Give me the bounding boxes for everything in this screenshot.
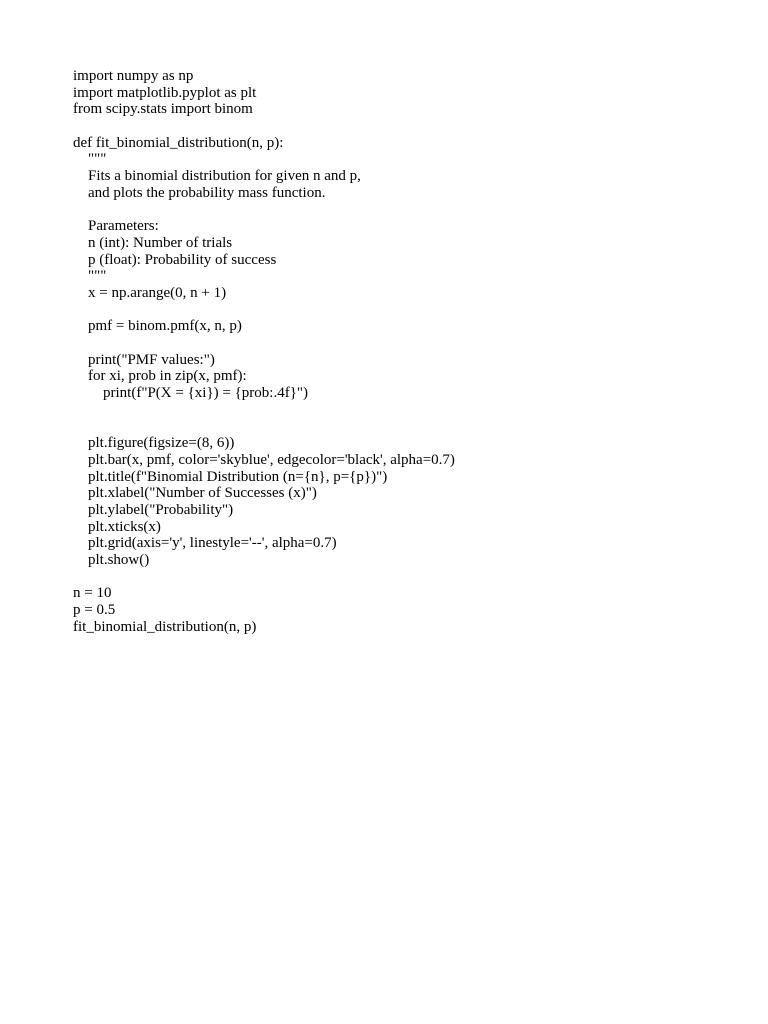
code-line: [73, 335, 455, 352]
code-line: and plots the probability mass function.: [73, 184, 326, 201]
code-line: n (int): Number of trials: [73, 234, 233, 251]
code-line: [73, 202, 455, 219]
code-line: plt.xticks(x): [73, 518, 161, 535]
code-line: plt.title(f"Binomial Distribution (n={n}, p={p})"): [73, 468, 388, 485]
code-line: [73, 302, 455, 319]
code-line: print(f"P(X = {xi}) = {prob:.4f}"): [73, 385, 309, 402]
code-line: """: [73, 268, 107, 285]
code-line: fit_binomial_distribution(n, p): [73, 618, 257, 635]
code-listing: [73, 68, 455, 635]
code-line: x = np.arange(0, n + 1): [73, 284, 227, 301]
code-line: from scipy.stats import binom: [73, 101, 253, 118]
code-line: Parameters:: [73, 218, 159, 235]
code-line: [73, 118, 455, 135]
code-line: plt.show(): [73, 551, 150, 568]
code-line: """: [73, 151, 107, 168]
code-line: print("PMF values:"): [73, 351, 215, 368]
code-line: [73, 418, 455, 435]
code-line: [73, 569, 455, 586]
code-line: plt.figure(figsize=(8, 6)): [73, 435, 235, 452]
code-line: plt.grid(axis='y', linestyle='--', alpha=0.7): [73, 535, 337, 552]
code-line: for xi, prob in zip(x, pmf):: [73, 368, 247, 385]
code-line: def fit_binomial_distribution(n, p):: [73, 134, 284, 151]
code-line: import matplotlib.pyplot as plt: [73, 84, 257, 101]
code-line: plt.xlabel("Number of Successes (x)"): [73, 485, 317, 502]
code-line: n = 10: [73, 585, 112, 602]
code-line: p = 0.5: [73, 602, 116, 618]
code-line: Fits a binomial distribution for given n and p,: [73, 168, 361, 185]
code-line: pmf = binom.pmf(x, n, p): [73, 318, 242, 335]
code-line: p (float): Probability of success: [73, 251, 277, 268]
code-line: [73, 402, 455, 419]
code-line: plt.bar(x, pmf, color='skyblue', edgecolor='black', alpha=0.7): [73, 451, 455, 468]
code-line: import numpy as np: [73, 68, 194, 84]
code-line: plt.ylabel("Probability"): [73, 501, 234, 518]
